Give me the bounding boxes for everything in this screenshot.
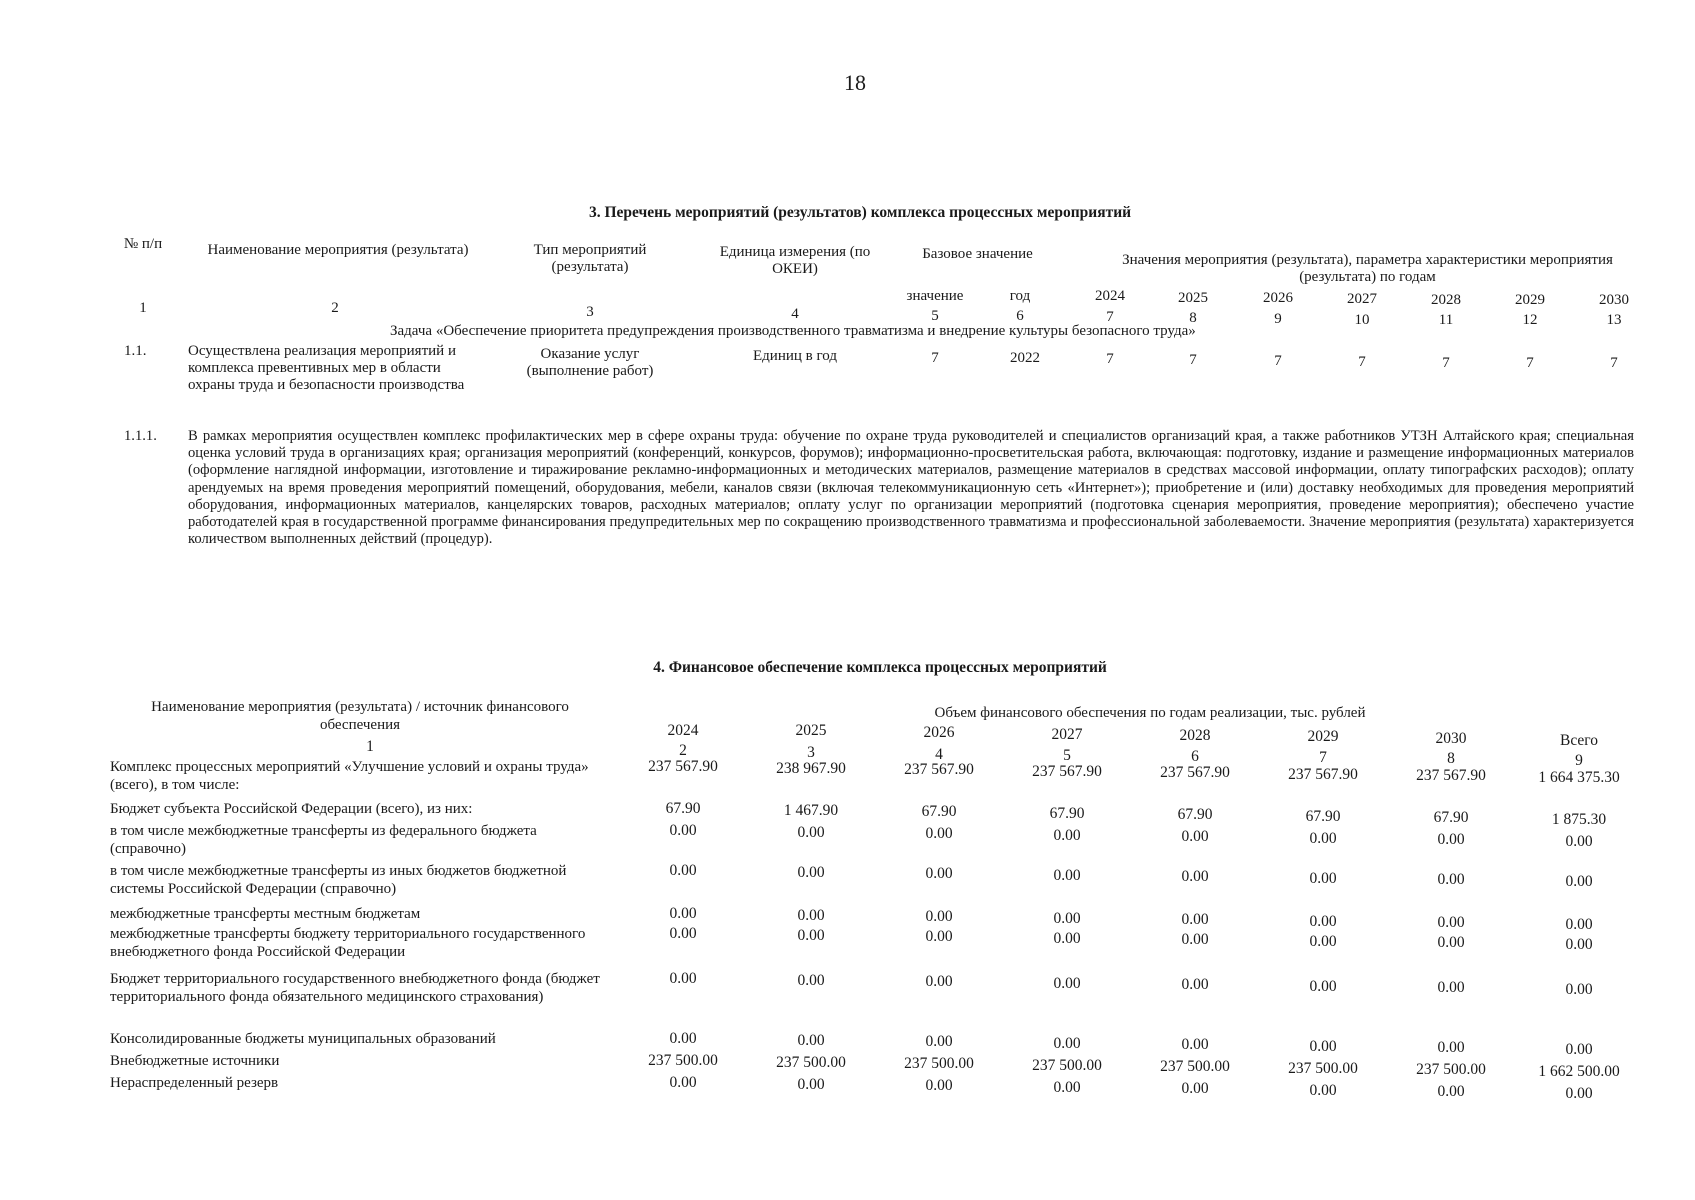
- row-value: 7: [1610, 355, 1618, 371]
- col-number: 1: [139, 300, 147, 316]
- finance-row-value: 0.00: [1437, 934, 1465, 951]
- col-number: 5: [931, 308, 939, 324]
- row-value: 7: [1189, 352, 1197, 368]
- header-base-value: значение: [906, 288, 964, 304]
- header-num: № п/п: [123, 236, 163, 252]
- finance-row-value: 237 567.90: [1416, 767, 1486, 784]
- finance-row-name: Бюджет субъекта Российской Федерации (всего), из них:: [110, 801, 473, 817]
- finance-row-value: 0.00: [797, 907, 825, 924]
- finance-row-value: 237 500.00: [648, 1052, 718, 1069]
- finance-row-value: 0.00: [1181, 911, 1209, 928]
- finance-row-name: Нераспределенный резерв: [110, 1075, 279, 1091]
- description-num: 1.1.1.: [124, 428, 157, 444]
- header-year: 2026: [1263, 290, 1293, 306]
- header-year: 2028: [1431, 292, 1461, 308]
- finance-row-value: 237 567.90: [648, 758, 718, 775]
- finance-row-value: 0.00: [1053, 910, 1081, 927]
- finance-row-value: 0.00: [1053, 867, 1081, 884]
- section3-title: 3. Перечень мероприятий (результатов) комплекса процессных мероприятий: [588, 204, 1132, 221]
- finance-row-name: межбюджетные трансферты местным бюджетам: [110, 906, 421, 922]
- finance-row-value: 0.00: [669, 1074, 697, 1091]
- col-number: 8: [1189, 310, 1197, 326]
- finance-row-value: 0.00: [1309, 978, 1337, 995]
- finance-row-value: 0.00: [797, 1032, 825, 1049]
- finance-row-value: 0.00: [1181, 868, 1209, 885]
- finance-row-value: 0.00: [1565, 1085, 1593, 1102]
- finance-year: Всего: [1559, 732, 1598, 749]
- finance-row-value: 0.00: [1181, 828, 1209, 845]
- finance-row-value: 67.90: [1049, 805, 1085, 822]
- finance-row-value: 0.00: [1181, 931, 1209, 948]
- col-number: 12: [1522, 312, 1538, 328]
- finance-row-value: 0.00: [1053, 1079, 1081, 1096]
- page-number: 18: [844, 70, 866, 95]
- finance-year: 2024: [667, 722, 699, 739]
- finance-col-number: 5: [1063, 747, 1071, 764]
- finance-row-value: 0.00: [797, 1076, 825, 1093]
- finance-row-name: Комплекс процессных мероприятий «Улучшение условий и охраны труда» (всего), в том числе:: [110, 759, 589, 793]
- col-number: 6: [1016, 308, 1024, 324]
- finance-row-value: 0.00: [1565, 833, 1593, 850]
- row-num: 1.1.: [124, 343, 147, 359]
- finance-row-value: 238 967.90: [776, 760, 846, 777]
- finance-row-value: 0.00: [925, 825, 953, 842]
- finance-row-value: 0.00: [1437, 1083, 1465, 1100]
- col-number: 11: [1438, 312, 1454, 328]
- finance-row-value: 0.00: [669, 862, 697, 879]
- finance-row-value: 0.00: [1565, 981, 1593, 998]
- finance-row-value: 0.00: [797, 824, 825, 841]
- header-year: 2027: [1347, 291, 1377, 307]
- finance-year: 2028: [1179, 727, 1211, 744]
- col-number: 9: [1274, 311, 1282, 327]
- finance-row-value: 0.00: [925, 1077, 953, 1094]
- finance-row-value: 1 875.30: [1551, 811, 1607, 828]
- row-type: Оказание услуг (выполнение работ): [526, 346, 654, 379]
- col-number: 3: [586, 304, 594, 320]
- row-value: 7: [1442, 355, 1450, 371]
- finance-row-value: 0.00: [669, 925, 697, 942]
- finance-row-name: в том числе межбюджетные трансферты из федерального бюджета (справочно): [110, 823, 537, 857]
- finance-row-value: 237 500.00: [904, 1055, 974, 1072]
- header-base: Базовое значение: [922, 246, 1033, 262]
- header-year: 2024: [1095, 288, 1125, 304]
- row-base-year: 2022: [1010, 350, 1040, 366]
- finance-row-value: 67.90: [1305, 808, 1341, 825]
- finance-row-value: 1 664 375.30: [1538, 769, 1620, 786]
- finance-year: 2029: [1307, 728, 1339, 745]
- col-number: 10: [1354, 312, 1370, 328]
- finance-row-name: в том числе межбюджетные трансферты из иных бюджетов бюджетной системы Российской Федерации (справочно): [110, 863, 567, 897]
- finance-row-value: 0.00: [1181, 1080, 1209, 1097]
- finance-row-value: 237 567.90: [1288, 766, 1358, 783]
- finance-row-value: 0.00: [797, 927, 825, 944]
- row-value: 7: [1274, 353, 1282, 369]
- finance-year: 2030: [1435, 730, 1467, 747]
- finance-row-value: 67.90: [921, 803, 957, 820]
- finance-row-value: 0.00: [1309, 870, 1337, 887]
- finance-col-number: 4: [935, 746, 943, 763]
- finance-row-value: 0.00: [1437, 979, 1465, 996]
- finance-row-value: 0.00: [669, 822, 697, 839]
- finance-row-value: 237 567.90: [904, 761, 974, 778]
- finance-header-group: Объем финансового обеспечения по годам реализации, тыс. рублей: [934, 705, 1366, 721]
- finance-year: 2027: [1051, 726, 1083, 743]
- finance-row-value: 0.00: [1437, 831, 1465, 848]
- header-unit: Единица измерения (по ОКЕИ): [719, 244, 871, 277]
- section4-title: 4. Финансовое обеспечение комплекса процессных мероприятий: [653, 659, 1107, 676]
- finance-row-value: 0.00: [1181, 976, 1209, 993]
- finance-row-value: 0.00: [797, 864, 825, 881]
- finance-row-value: 0.00: [1309, 1038, 1337, 1055]
- finance-row-value: 0.00: [669, 905, 697, 922]
- finance-row-value: 0.00: [925, 908, 953, 925]
- finance-row-value: 0.00: [1053, 930, 1081, 947]
- finance-row-value: 237 567.90: [1032, 763, 1102, 780]
- header-year: 2030: [1599, 292, 1629, 308]
- finance-row-value: 0.00: [1437, 871, 1465, 888]
- finance-row-value: 0.00: [797, 972, 825, 989]
- header-years-group: Значения мероприятия (результата), параметра характеристики мероприятия (результата) по годам: [1122, 252, 1613, 285]
- row-value: 7: [1106, 351, 1114, 367]
- finance-row-value: 0.00: [1053, 827, 1081, 844]
- col-number: 13: [1606, 312, 1622, 328]
- finance-col-number: 3: [807, 744, 815, 761]
- task-title: Задача «Обеспечение приоритета предупреждения производственного травматизма и внедрение культуры безопасного труда»: [390, 323, 1196, 339]
- finance-year: 2025: [795, 722, 827, 739]
- finance-row-value: 67.90: [1433, 809, 1469, 826]
- finance-row-value: 0.00: [1565, 916, 1593, 933]
- row-base-value: 7: [931, 350, 939, 366]
- finance-row-value: 0.00: [1053, 1035, 1081, 1052]
- header-name: Наименование мероприятия (результата): [207, 242, 469, 258]
- finance-header-name: Наименование мероприятия (результата) / источник финансового обеспечения: [151, 699, 569, 733]
- finance-row-value: 237 500.00: [1416, 1061, 1486, 1078]
- finance-row-value: 0.00: [1309, 933, 1337, 950]
- finance-row-value: 1 467.90: [783, 802, 839, 819]
- row-value: 7: [1358, 354, 1366, 370]
- row-value: 7: [1526, 355, 1534, 371]
- col-number: 2: [331, 300, 339, 316]
- finance-row-value: 67.90: [1177, 806, 1213, 823]
- finance-year: 2026: [923, 724, 955, 741]
- finance-col-number: 2: [679, 742, 687, 759]
- col-number: 7: [1106, 309, 1114, 325]
- finance-col-number: 6: [1191, 748, 1199, 765]
- finance-row-value: 0.00: [1565, 936, 1593, 953]
- finance-row-value: 0.00: [669, 1030, 697, 1047]
- finance-row-value: 237 500.00: [1288, 1060, 1358, 1077]
- finance-row-value: 237 567.90: [1160, 764, 1230, 781]
- finance-row-name: Бюджет территориального государственного внебюджетного фонда (бюджет территориального фонда обязательного медицинского страхования): [110, 971, 600, 1005]
- finance-row-value: 0.00: [1565, 1041, 1593, 1058]
- row-name: Осуществлена реализация мероприятий и комплекса превентивных мер в области охраны труда и безопасности производства: [188, 343, 465, 393]
- finance-row-name: межбюджетные трансферты бюджету территориального государственного внебюджетного фонда Российской Федерации: [110, 926, 586, 960]
- finance-row-value: 0.00: [925, 865, 953, 882]
- finance-row-value: 237 500.00: [776, 1054, 846, 1071]
- finance-row-value: 0.00: [925, 1033, 953, 1050]
- finance-row-value: 0.00: [925, 928, 953, 945]
- finance-row-value: 0.00: [669, 970, 697, 987]
- header-type: Тип мероприятий (результата): [533, 242, 647, 275]
- finance-row-value: 67.90: [665, 800, 701, 817]
- finance-row-value: 0.00: [1309, 1082, 1337, 1099]
- finance-row-value: 0.00: [1181, 1036, 1209, 1053]
- finance-row-value: 0.00: [925, 973, 953, 990]
- finance-row-name: Внебюджетные источники: [110, 1053, 280, 1069]
- finance-row-value: 0.00: [1565, 873, 1593, 890]
- description-block: [124, 428, 1634, 548]
- row-unit: Единиц в год: [753, 348, 837, 364]
- finance-row-value: 0.00: [1309, 830, 1337, 847]
- finance-col-number: 8: [1447, 750, 1455, 767]
- finance-row-value: 0.00: [1309, 913, 1337, 930]
- finance-row-value: 0.00: [1437, 1039, 1465, 1056]
- header-year: 2029: [1515, 292, 1545, 308]
- finance-row-value: 1 662 500.00: [1538, 1063, 1620, 1080]
- finance-col-number: 1: [366, 738, 374, 755]
- header-base-year: год: [1009, 288, 1031, 304]
- finance-row-value: 237 500.00: [1160, 1058, 1230, 1075]
- finance-row-value: 0.00: [1437, 914, 1465, 931]
- finance-row-value: 0.00: [1053, 975, 1081, 992]
- finance-col-number: 9: [1575, 752, 1583, 769]
- finance-row-name: Консолидированные бюджеты муниципальных образований: [110, 1031, 496, 1047]
- header-year: 2025: [1178, 290, 1208, 306]
- finance-row-value: 237 500.00: [1032, 1057, 1102, 1074]
- col-number: 4: [791, 306, 799, 322]
- finance-col-number: 7: [1319, 749, 1327, 766]
- description-text: В рамках мероприятия осуществлен комплекс профилактических мер в сфере охраны труда: обучение по охране труда руководителей и специалистов организаций края, а также работников УТЗН Алтайского края; специальная оценка условий труда в организациях края; организация мероприятий (конференций, конкурсов, форумов); информационно-просветительская работа, включающая: подготовку, издание и размещение информационных материалов (оформление наглядной информации, изготовление и тиражирование рекламно-информационных и методических материалов, размещение материалов в средствах массовой информации, оплату типографских расходов); оплату арендуемых на время проведения мероприятий помещений, оборудования, мебели, каналов связи (включая телекоммуникационную сеть «Интернет»); приобретение и (или) доставку необходимых для проведения мероприятий оборудования, информационных материалов, канцелярских товаров, расходных материалов; оплату услуг по организации мероприятий (подготовка сценария мероприятия, проведение мероприятия); обеспечено участие работодателей края в государственной программе финансирования предупредительных мер по сокращению производственного травматизма и профессиональной заболеваемости. Значение мероприятия (результата) характеризуется количеством выполненных действий (процедур).: [188, 428, 1634, 548]
